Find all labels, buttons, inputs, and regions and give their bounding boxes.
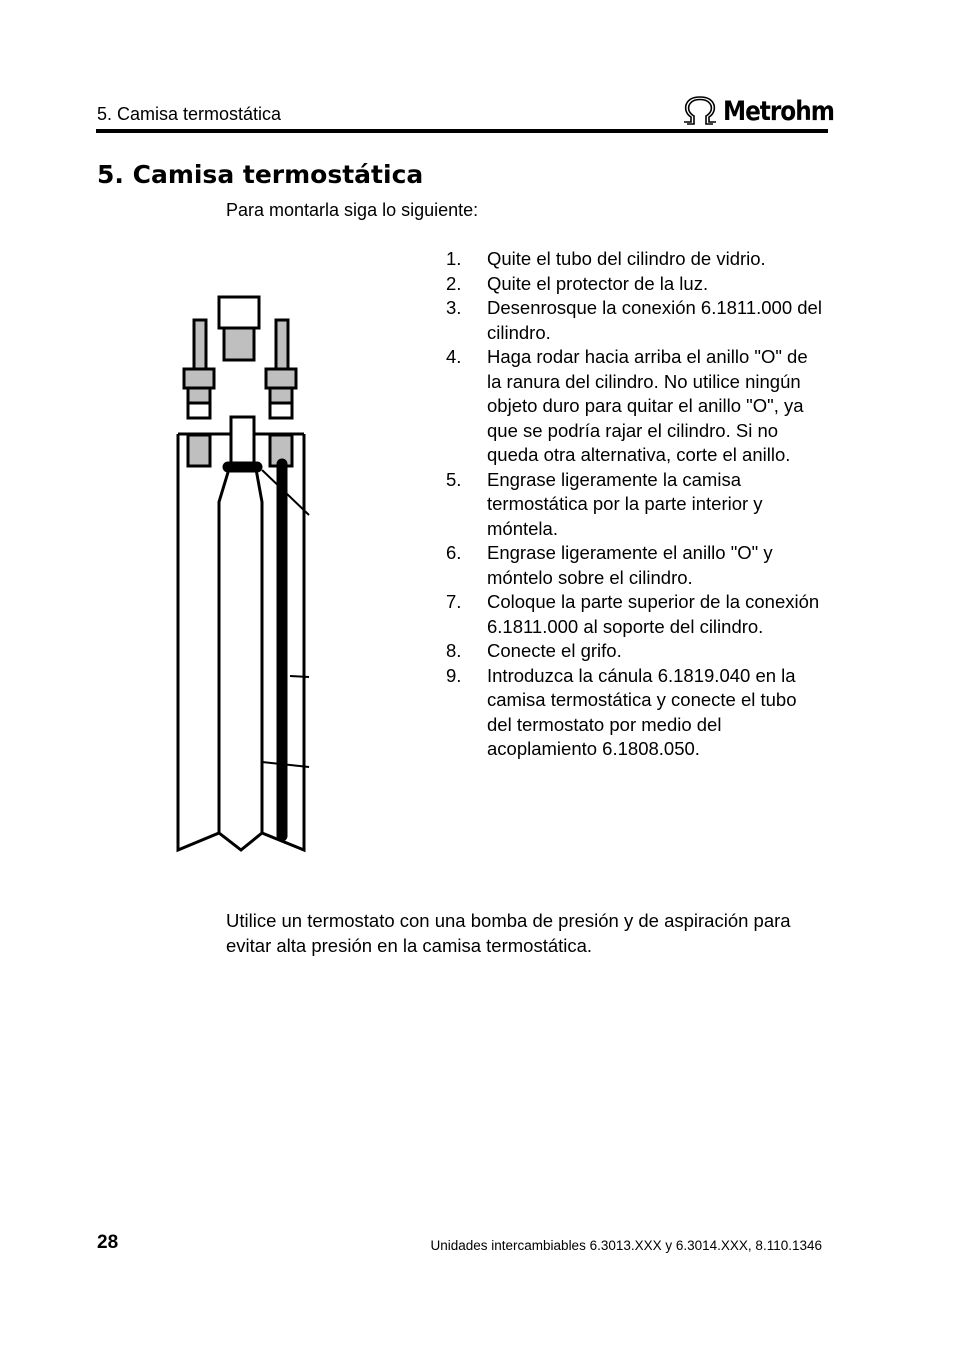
right-nozzle: [266, 320, 296, 466]
step-text: Haga rodar hacia arriba el anillo "O" de la ranura del cilindro. No utilice ningún objeto duro para quitar el anillo "O", ya que se podría rajar el cilindro. Si no queda otra alternativa, corte el anillo.: [487, 346, 808, 465]
glass-cylinder: [219, 417, 262, 833]
metrohm-logo: [681, 94, 852, 128]
step-number: 1.: [446, 248, 462, 269]
instruction-steps: [446, 247, 826, 762]
step-item: [446, 541, 826, 590]
step-number: 9.: [446, 664, 462, 686]
step-number: 6.: [446, 542, 462, 563]
step-number: 4.: [446, 346, 462, 367]
omega-logo-icon: [681, 96, 719, 126]
step-item: [446, 639, 826, 664]
step-text: Engrase ligeramente el anillo "O" y móntelo sobre el cilindro.: [487, 542, 773, 588]
step-item: [446, 468, 826, 542]
footer-document-title: Unidades intercambiables 6.3013.XXX y 6.3014.XXX, 8.110.1346: [430, 1238, 822, 1253]
page-title: 5. Camisa termostática: [97, 160, 424, 189]
step-item: [446, 247, 826, 272]
step-text: Conecte el grifo.: [487, 640, 622, 661]
brand-name: Metrohm: [723, 95, 834, 127]
step-item: [446, 272, 826, 297]
step-text: Coloque la parte superior de la conexión 6.1811.000 al soporte del cilindro.: [487, 591, 820, 637]
step-item: [446, 590, 826, 639]
step-item: [446, 345, 826, 468]
step-text: Introduzca la cánula 6.1819.040 en la camisa termostática y conecte el tubo del termostato por medio del acoplamiento 6.1808.050.: [487, 664, 797, 759]
page-number: 28: [97, 1232, 119, 1253]
header-rule: [96, 129, 828, 133]
top-connector: [219, 297, 259, 360]
header-section-title: 5. Camisa termostática: [97, 104, 282, 124]
step-text: Desenrosque la conexión 6.1811.000 del cilindro.: [487, 297, 822, 343]
note-paragraph: Utilice un termostato con una bomba de presión y de aspiración para evitar alta presión en la camisa termostática.: [226, 910, 791, 956]
step-text: Engrase ligeramente la camisa termostática por la parte interior y móntela.: [487, 468, 763, 539]
step-number: 5.: [446, 468, 462, 490]
pointer-line-2: [290, 676, 309, 677]
step-number: 8.: [446, 640, 462, 661]
step-item: [446, 664, 826, 762]
left-nozzle: [184, 320, 214, 466]
intro-text: Para montarla siga lo siguiente:: [226, 200, 479, 220]
thermostatic-jacket-diagram: [170, 290, 320, 855]
step-item: [446, 296, 826, 345]
step-number: 3.: [446, 297, 462, 318]
step-text: Quite el protector de la luz.: [487, 272, 709, 294]
step-text: Quite el tubo del cilindro de vidrio.: [487, 248, 766, 269]
step-number: 2.: [446, 272, 462, 294]
step-number: 7.: [446, 591, 462, 612]
